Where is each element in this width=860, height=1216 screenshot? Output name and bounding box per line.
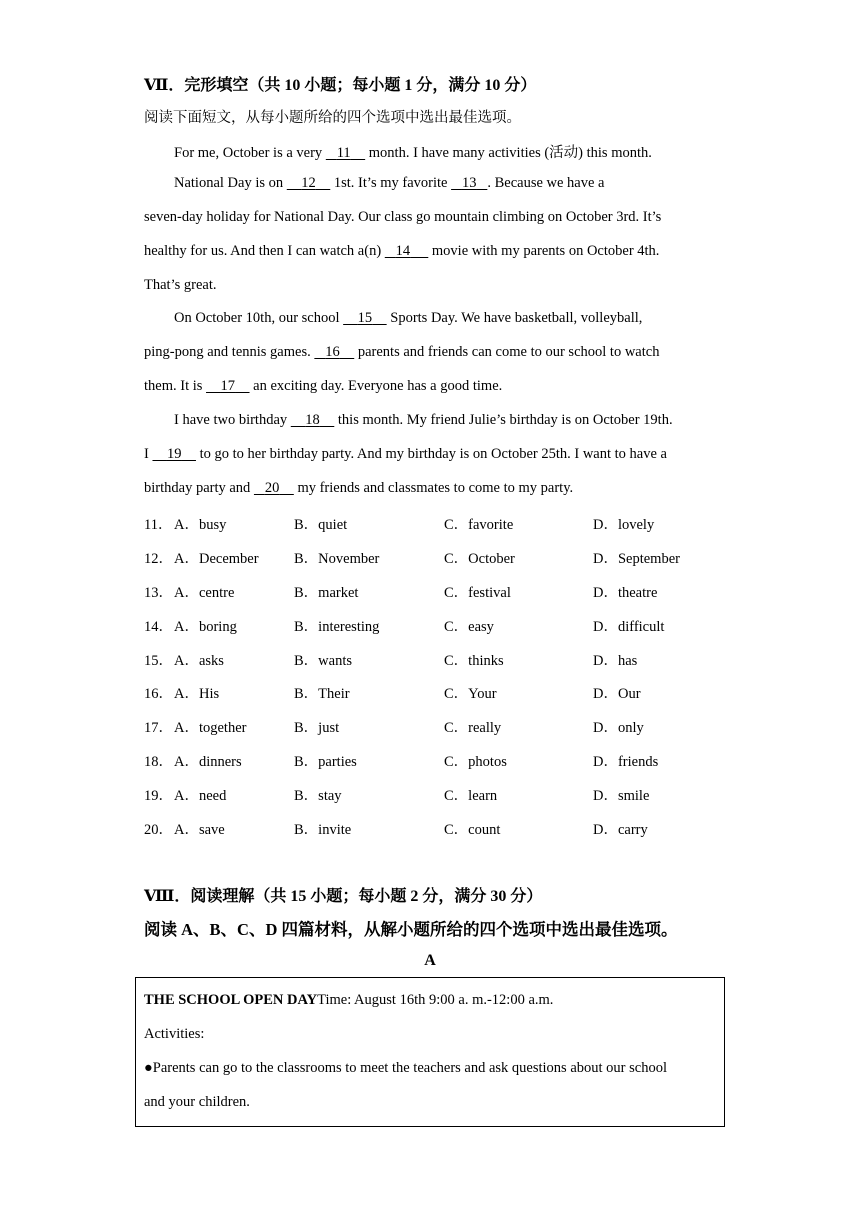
passage-text: healthy for us. And then I can watch a(n) (144, 243, 385, 259)
blank-11: 11 (336, 145, 351, 161)
option-c: C．count (444, 822, 501, 838)
blank-13: 13 (461, 175, 477, 191)
question-row (144, 784, 744, 804)
passage-text: this month. My friend Julie’s birthday is on October 19th. (334, 412, 673, 428)
option-d: D．carry (593, 822, 648, 838)
option-a: A．save (174, 822, 225, 838)
blank-15: 15 (357, 310, 373, 326)
option-b: B．Their (294, 686, 350, 702)
option-a: A．His (174, 686, 220, 702)
passage-line (144, 446, 667, 463)
passage-line (174, 310, 642, 327)
passage-text: month. I have many activities (活动) this month. (365, 145, 652, 161)
option-b: B．November (294, 551, 380, 567)
notice-item: ●Parents can go to the classrooms to meet the teachers and ask questions about our school (144, 1060, 667, 1076)
passage-text: I (144, 446, 153, 462)
option-a: A．busy (174, 517, 227, 533)
passage-text: birthday party and (144, 480, 254, 496)
passage-text: my friends and classmates to come to my party. (293, 480, 574, 496)
question-row (144, 547, 744, 567)
option-c: C．photos (444, 754, 507, 770)
notice-activities-label: Activities: (144, 1026, 205, 1042)
question-row (144, 750, 744, 770)
section-8-instruction: 阅读 A、B、C、D 四篇材料，从解小题所给的四个选项中选出最佳选项。 (144, 920, 678, 939)
option-a: A．asks (174, 653, 224, 669)
passage-line: That’s great. (144, 277, 217, 293)
question-row (144, 818, 744, 838)
blank-18: 18 (305, 412, 320, 428)
passage-text: 1st. It’s my favorite (330, 175, 452, 191)
option-b: B．interesting (294, 619, 380, 635)
passage-line (144, 243, 659, 260)
question-number: 12． (144, 551, 173, 567)
notice-box (135, 977, 725, 1127)
option-d: D．smile (593, 788, 650, 804)
question-row (144, 716, 744, 736)
option-b: B．just (294, 720, 340, 736)
question-number: 17． (144, 720, 173, 736)
passage-text: parents and friends can come to our school to watch (354, 344, 660, 360)
passage-line (174, 141, 652, 162)
option-c: C．learn (444, 788, 498, 804)
option-d: D．only (593, 720, 644, 736)
question-number: 20． (144, 822, 173, 838)
question-number: 18． (144, 754, 173, 770)
passage-text: movie with my parents on October 4th. (428, 243, 660, 259)
option-c: C．Your (444, 686, 497, 702)
question-row (144, 682, 744, 702)
option-b: B．market (294, 585, 359, 601)
option-a: A．centre (174, 585, 235, 601)
notice-time: Time: August 16th 9:00 a. m.-12:00 a.m. (317, 992, 554, 1008)
notice-heading: THE SCHOOL OPEN DAY (144, 992, 318, 1008)
question-number: 19． (144, 788, 173, 804)
section-7-instruction: 阅读下面短文，从每小题所给的四个选项中选出最佳选项。 (144, 110, 521, 126)
passage-line (174, 412, 673, 429)
passage-text: On October 10th, our school (174, 310, 344, 326)
question-row (144, 581, 744, 601)
question-number: 15． (144, 653, 173, 669)
option-a: A．December (174, 551, 259, 567)
passage-text: . Because we have a (487, 175, 605, 191)
question-row (144, 513, 744, 533)
passage-line (174, 175, 605, 192)
section-8-title: Ⅷ．阅读理解（共 15 小题；每小题 2 分，满分 30 分） (144, 888, 543, 905)
option-a: A．together (174, 720, 247, 736)
option-d: D．has (593, 653, 638, 669)
passage-text: to go to her birthday party. And my birthday is on October 25th. I want to have a (195, 446, 667, 462)
blank-12: 12 (301, 175, 316, 191)
passage-text: Sports Day. We have basketball, volleyball, (386, 310, 643, 326)
blank-16: 16 (325, 344, 340, 360)
option-b: B．wants (294, 653, 352, 669)
blank-19: 19 (166, 446, 182, 462)
option-a: A．boring (174, 619, 237, 635)
blank-14: 14 (395, 243, 411, 259)
option-c: C．favorite (444, 517, 514, 533)
passage-line (144, 480, 573, 497)
passage-text: ping-pong and tennis games. (144, 344, 315, 360)
option-d: D．difficult (593, 619, 665, 635)
option-d: D．September (593, 551, 680, 567)
passage-text: I have two birthday (174, 412, 291, 428)
question-number: 13． (144, 585, 173, 601)
option-c: C．really (444, 720, 502, 736)
question-number: 14． (144, 619, 173, 635)
passage-text: National Day is on (174, 175, 287, 191)
passage-text: an exciting day. Everyone has a good time. (249, 378, 503, 394)
blank-17: 17 (220, 378, 236, 394)
option-b: B．invite (294, 822, 352, 838)
passage-line (144, 344, 659, 361)
option-b: B．parties (294, 754, 357, 770)
question-number: 11． (144, 517, 173, 533)
question-row (144, 615, 744, 635)
option-b: B．stay (294, 788, 342, 804)
passage-letter: A (424, 952, 436, 969)
passage-text: them. It is (144, 378, 207, 394)
question-number: 16． (144, 686, 173, 702)
passage-line: seven-day holiday for National Day. Our class go mountain climbing on October 3rd. It’s (144, 209, 662, 225)
section-7-title: Ⅶ．完形填空（共 10 小题；每小题 1 分，满分 10 分） (144, 77, 537, 94)
option-a: A．dinners (174, 754, 242, 770)
option-c: C．October (444, 551, 515, 567)
option-d: D．friends (593, 754, 659, 770)
notice-item-continued: and your children. (144, 1094, 250, 1110)
option-b: B．quiet (294, 517, 348, 533)
option-d: D．theatre (593, 585, 658, 601)
question-row (144, 649, 744, 669)
option-d: D．Our (593, 686, 641, 702)
notice-header-line (144, 992, 553, 1009)
option-d: D．lovely (593, 517, 655, 533)
option-c: C．thinks (444, 653, 504, 669)
passage-line (144, 378, 502, 395)
option-c: C．festival (444, 585, 511, 601)
blank-20: 20 (264, 480, 280, 496)
option-c: C．easy (444, 619, 494, 635)
passage-text: For me, October is a very (174, 145, 326, 161)
option-a: A．need (174, 788, 227, 804)
